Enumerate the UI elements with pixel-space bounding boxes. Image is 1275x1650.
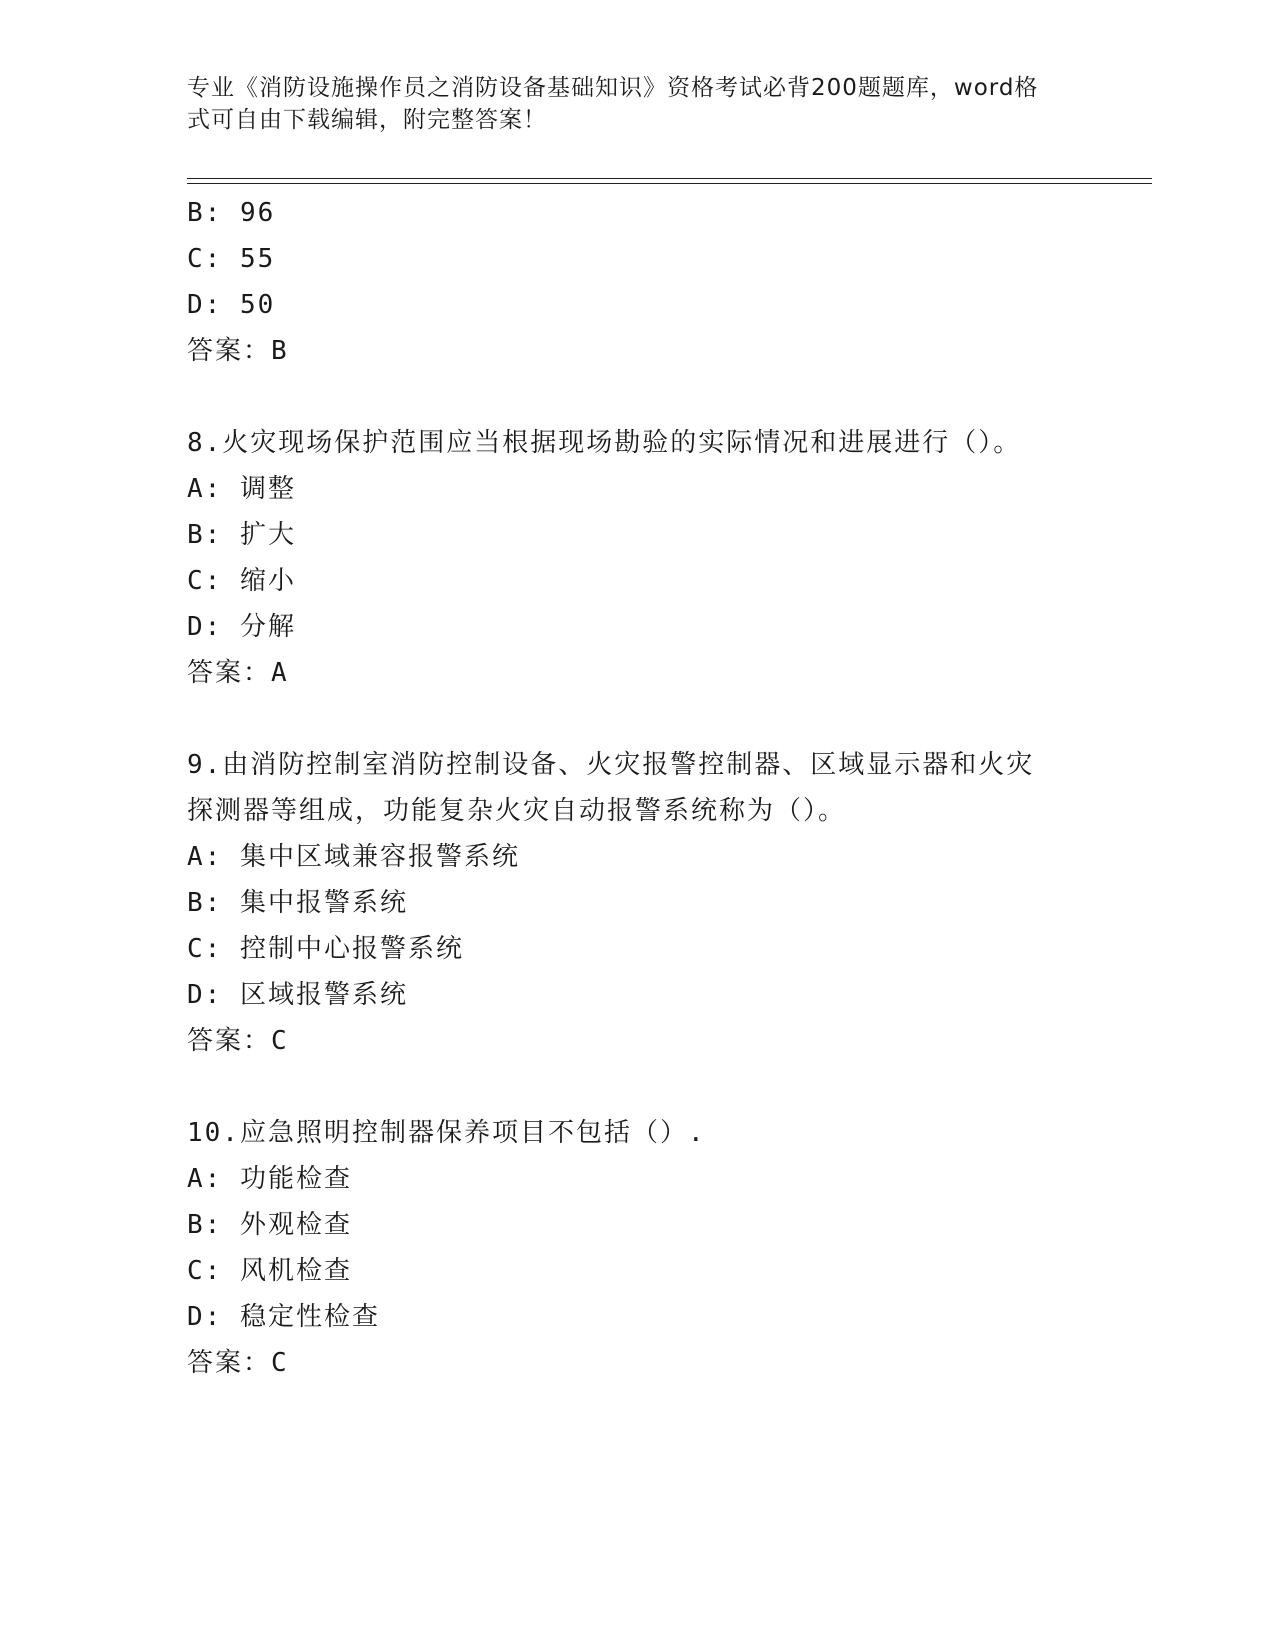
- option-d: D: 区域报警系统: [187, 980, 408, 1010]
- option-a: A: 调整: [187, 474, 296, 504]
- option-b: B: 外观检查: [187, 1210, 352, 1240]
- option-a: A: 集中区域兼容报警系统: [187, 842, 520, 872]
- option-b: B: 集中报警系统: [187, 888, 408, 918]
- question-8: [187, 420, 1087, 696]
- option-b: B: 扩大: [187, 520, 296, 550]
- option-c: C: 缩小: [187, 566, 296, 596]
- prev-question-options: [187, 190, 1087, 374]
- option-c: C: 55: [187, 244, 276, 274]
- question-9: [187, 742, 1087, 1064]
- option-d: D: 50: [187, 290, 276, 320]
- question-text: 8.火灾现场保护范围应当根据现场勘验的实际情况和进展进行（）。: [187, 428, 1022, 458]
- question-10: [187, 1110, 1087, 1386]
- option-c: C: 控制中心报警系统: [187, 934, 464, 964]
- answer-label: 答案：A: [187, 658, 289, 688]
- question-text: 10.应急照明控制器保养项目不包括（）.: [187, 1118, 706, 1148]
- answer-label: 答案：B: [187, 336, 289, 366]
- option-d: D: 分解: [187, 612, 296, 642]
- page-header: [187, 72, 1067, 136]
- answer-label: 答案：C: [187, 1026, 289, 1056]
- option-a: A: 功能检查: [187, 1164, 352, 1194]
- header-divider-bottom: [187, 183, 1152, 184]
- option-c: C: 风机检查: [187, 1256, 352, 1286]
- option-b: B: 96: [187, 198, 276, 228]
- question-text-line-1: 9.由消防控制室消防控制设备、火灾报警控制器、区域显示器和火灾: [187, 750, 1035, 780]
- header-line-2: 式可自由下载编辑，附完整答案！: [187, 107, 547, 133]
- header-line-1: 专业《消防设施操作员之消防设备基础知识》资格考试必背200题题库，word格: [187, 75, 1039, 101]
- answer-label: 答案：C: [187, 1348, 289, 1378]
- question-text-line-2: 探测器等组成，功能复杂火灾自动报警系统称为（）。: [187, 796, 847, 826]
- question-content: [187, 190, 1087, 1386]
- option-d: D: 稳定性检查: [187, 1302, 380, 1332]
- header-divider-top: [187, 178, 1152, 179]
